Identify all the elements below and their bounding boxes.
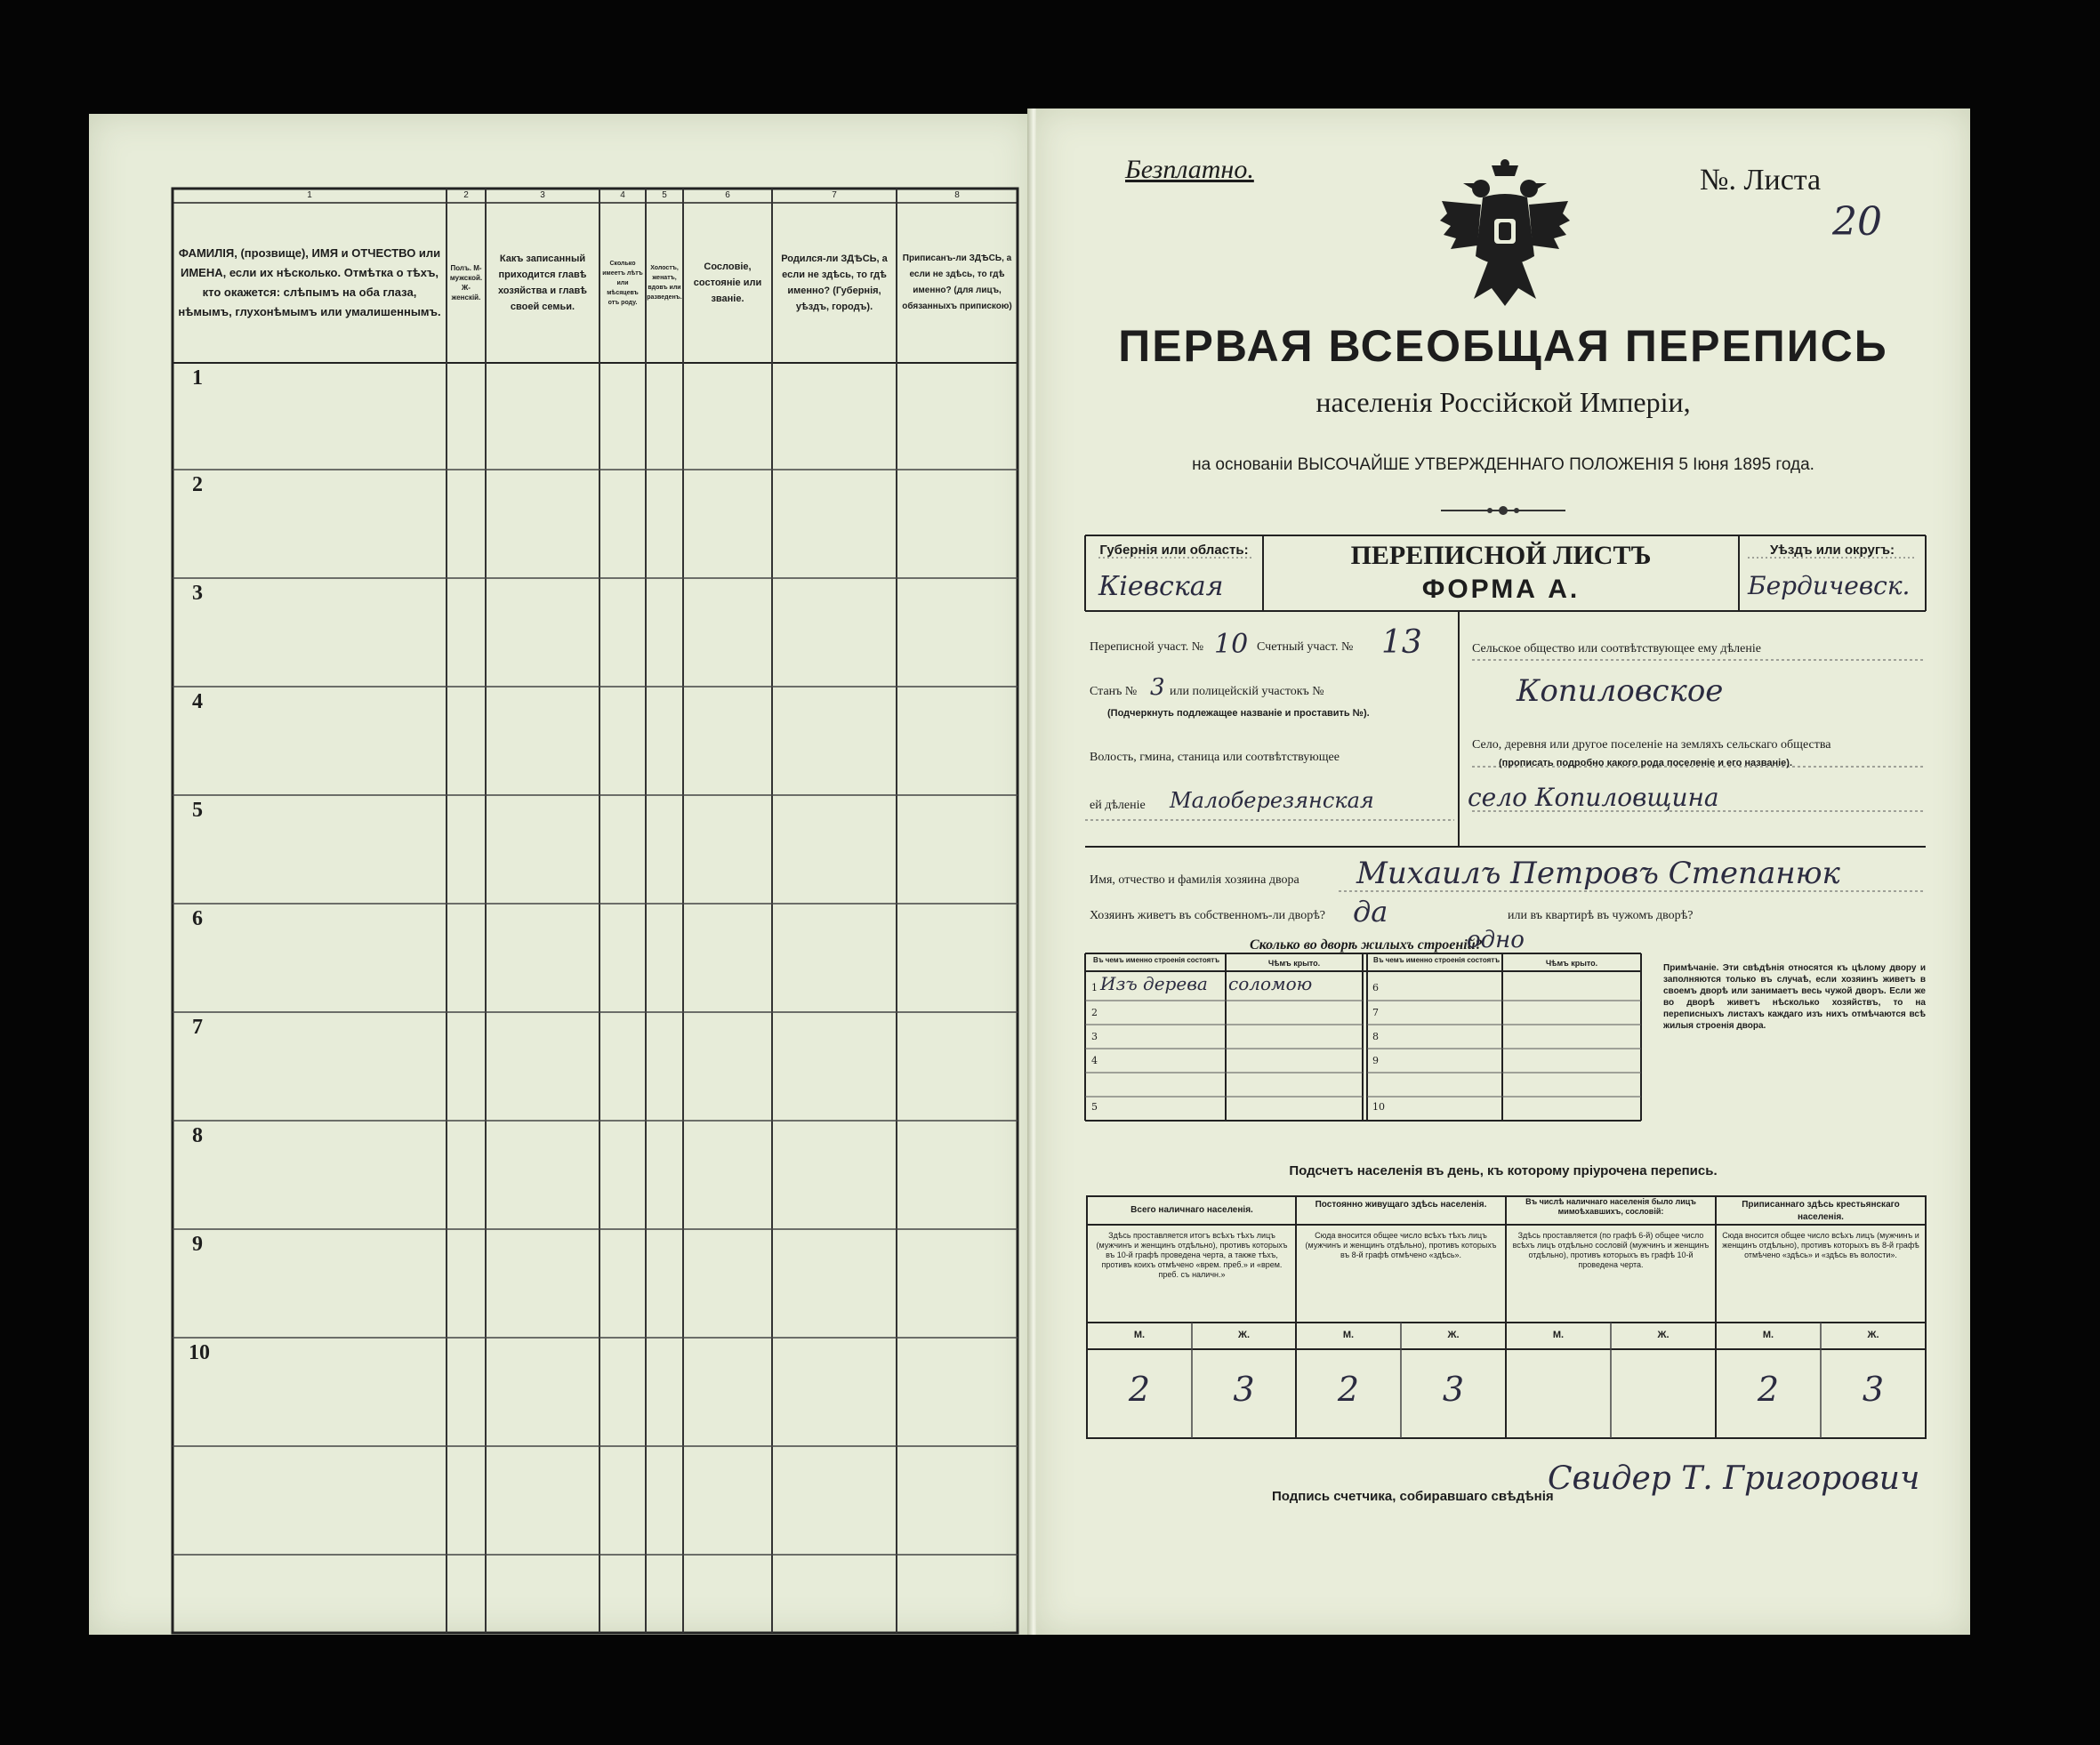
uezd-label: Уѣздъ или округъ: bbox=[1769, 543, 1895, 558]
column-number-8: 8 bbox=[954, 190, 960, 200]
header-born: Родился-ли ЗДѢСЬ, а если не здѣсь, то гдѣ именно? (Губернія, уѣздъ, городъ). bbox=[781, 253, 888, 312]
owner-label: Имя, отчество и фамилія хозяина двора bbox=[1090, 873, 1299, 887]
bld-row-9: 9 bbox=[1372, 1055, 1379, 1066]
society-label: Сельское общество или соотвѣтствующее ему дѣленіе bbox=[1472, 642, 1761, 655]
lives-label-2: или въ квартирѣ въ чужомъ дворѣ? bbox=[1508, 909, 1694, 922]
row-number-5: 5 bbox=[192, 799, 203, 822]
header-estate: Сословіе, состояніе или званіе. bbox=[693, 261, 762, 304]
sheet-no-label: №. Листа bbox=[1700, 164, 1822, 197]
summary-note-resident: Сюда вносится общее число всѣхъ тѣхъ лицъ (мужчинъ и женщинъ отдѣльно), противъ которыхъ въ 8-й графѣ отмѣчено «здѣсь». bbox=[1305, 1231, 1497, 1259]
summary-note-present: Здѣсь проставляется итогъ всѣхъ тѣхъ лицъ (мужчинъ и женщинъ отдѣльно), противъ которыхъ въ 10-й графѣ проведена черта, а также тѣхъ, противъ коихъ отмѣчено «врем. преб.» и «врем. преб. съ наличн.» bbox=[1096, 1231, 1288, 1279]
bld-header-what-right: Въ чемъ именно строенія состоятъ bbox=[1372, 956, 1501, 964]
header-age: Сколько имеетъ лѣтъ или мѣсяцевъ отъ роду. bbox=[602, 260, 643, 306]
count-present-f: 3 bbox=[1233, 1370, 1255, 1409]
uchastok-value: 10 bbox=[1214, 629, 1249, 660]
guberniya-value: Кіевская bbox=[1098, 571, 1224, 602]
row-number-7: 7 bbox=[192, 1016, 203, 1039]
summary-header-present: Всего наличнаго населенія. bbox=[1130, 1205, 1253, 1215]
summary-header-transit: Въ числѣ наличнаго населенія было лицъ мимоѣхавшихъ, сословій: bbox=[1525, 1197, 1696, 1216]
form-title: ПЕРЕПИСНОЙ ЛИСТЪ bbox=[1350, 541, 1652, 570]
bld-header-roof-right: Чѣмъ крыто. bbox=[1545, 959, 1598, 968]
header-registered: Приписанъ-ли ЗДѢСЬ, а если не здѣсь, то гдѣ именно? (для лицъ, обязанныхъ припискою) bbox=[902, 253, 1012, 311]
free-label: Безплатно. bbox=[1125, 155, 1254, 184]
bld-entry-what: Изъ дерева bbox=[1100, 973, 1208, 994]
summary-note-peasant: Сюда вносится общее число всѣхъ лицъ (мужчинъ и женщинъ отдѣльно), противъ которыхъ въ 8-й графѣ отмѣчено «здѣсь» и «здѣсь въ волости». bbox=[1722, 1231, 1919, 1259]
bld-row-7: 7 bbox=[1372, 1007, 1379, 1018]
column-number-5: 5 bbox=[662, 190, 667, 200]
owner-value: Михаилъ Петровъ Степанюк bbox=[1356, 856, 1840, 891]
count-resident-m: 2 bbox=[1337, 1370, 1360, 1409]
row-number-3: 3 bbox=[192, 582, 203, 605]
column-number-1: 1 bbox=[307, 190, 312, 200]
row-number-1: 1 bbox=[192, 366, 203, 390]
uezd-value: Бердичевск. bbox=[1748, 571, 1911, 600]
buildings-note: Примѣчаніе. Эти свѣдѣнія относятся къ цѣлому двору и заполняются только въ случаѣ, если хозяинъ живетъ в своемъ дворѣ или занимаетъ весь чужой дворъ. Если же во дворѣ живетъ нѣсколько хозяйствъ, то на переписныхъ листахъ каждаго изъ нихъ отмѣчаются всѣ жилыя строенія двора. bbox=[1663, 963, 1926, 1031]
column-number-2: 2 bbox=[463, 190, 469, 200]
row-number-8: 8 bbox=[192, 1124, 203, 1147]
volost-label-2: ей дѣленіе bbox=[1090, 799, 1146, 812]
bld-row-2: 2 bbox=[1091, 1007, 1098, 1018]
sex-label-2: Ж. bbox=[1238, 1330, 1250, 1340]
column-number-4: 4 bbox=[620, 190, 625, 200]
bld-row-4: 4 bbox=[1091, 1055, 1098, 1066]
header-name: ФАМИЛІЯ, (прозвище), ИМЯ и ОТЧЕСТВО или ИМЕНА, если их нѣсколько. Отмѣтка о тѣхъ, кто окажется: слѣпымъ на оба глаза, нѣмымъ, глухонѣмымъ или умалишеннымъ. bbox=[178, 246, 441, 318]
bld-row-8: 8 bbox=[1372, 1031, 1379, 1042]
buildings-value: одно bbox=[1467, 927, 1525, 953]
volost-value: Малоберезянская bbox=[1170, 788, 1374, 813]
bld-entry-roof: соломою bbox=[1228, 973, 1313, 994]
sex-label-3: М. bbox=[1342, 1330, 1355, 1340]
sheet-no-value: 20 bbox=[1832, 199, 1882, 245]
signature-value: Свидер Т. Григорович bbox=[1548, 1460, 1920, 1497]
bld-row-1: 1 bbox=[1091, 982, 1098, 993]
bld-header-what-left: Въ чемъ именно строенія состоятъ bbox=[1092, 956, 1220, 964]
sex-label-6: Ж. bbox=[1657, 1330, 1670, 1340]
bld-row-10: 10 bbox=[1372, 1101, 1385, 1113]
uchastok-label: Переписной участ. № bbox=[1090, 640, 1204, 654]
column-number-6: 6 bbox=[725, 190, 730, 200]
lives-value: да bbox=[1353, 895, 1388, 929]
right-page bbox=[1036, 109, 1970, 1635]
lives-label: Хозяинъ живетъ въ собственномъ-ли дворѣ? bbox=[1090, 909, 1326, 922]
stan-note: (Подчеркнуть подлежащее названіе и проставить №). bbox=[1107, 708, 1370, 719]
bld-row-6: 6 bbox=[1372, 982, 1379, 993]
bld-row-5: 5 bbox=[1091, 1101, 1098, 1113]
summary-note-transit: Здѣсь проставляется (по графѣ 6-й) общее число всѣхъ лицъ отдѣльно сословій (мужчинъ и женщинъ отдѣльно), противъ которыхъ въ графѣ 10-й проведена черта. bbox=[1512, 1231, 1710, 1269]
signature-label: Подпись счетчика, собиравшаго свѣдѣнія bbox=[1272, 1489, 1554, 1504]
census-title: ПЕРВАЯ ВСЕОБЩАЯ ПЕРЕПИСЬ bbox=[1118, 321, 1888, 371]
summary-header-resident: Постоянно живущаго здѣсь населенія. bbox=[1315, 1200, 1487, 1210]
row-number-10: 10 bbox=[189, 1341, 210, 1364]
settlement-value: село Копиловщина bbox=[1468, 783, 1719, 812]
sex-label-8: Ж. bbox=[1867, 1330, 1879, 1340]
count-peasant-m: 2 bbox=[1757, 1370, 1780, 1409]
row-number-9: 9 bbox=[192, 1233, 203, 1256]
buildings-label: Сколько во дворѣ жилыхъ строеній? bbox=[1250, 937, 1483, 953]
row-number-4: 4 bbox=[192, 690, 203, 713]
guberniya-label: Губернія или область: bbox=[1099, 543, 1249, 558]
volost-label: Волость, гмина, станица или соотвѣтствующее bbox=[1090, 751, 1340, 764]
settlement-label: Село, деревня или другое поселеніе на земляхъ сельскаго общества bbox=[1472, 738, 1831, 752]
form-subtitle: ФОРМА А. bbox=[1421, 575, 1581, 604]
sex-label-7: М. bbox=[1762, 1330, 1774, 1340]
left-page bbox=[89, 114, 1032, 1635]
stan-value: 3 bbox=[1150, 674, 1165, 701]
row-number-6: 6 bbox=[192, 907, 203, 930]
police-label: или полицейскій участокъ № bbox=[1170, 685, 1324, 698]
count-present-m: 2 bbox=[1128, 1370, 1151, 1409]
society-value: Копиловское bbox=[1517, 673, 1724, 709]
bld-row-3: 3 bbox=[1091, 1031, 1098, 1042]
header-sex: Полъ. М-мужской. Ж-женскій. bbox=[449, 264, 483, 302]
column-number-3: 3 bbox=[540, 190, 545, 200]
count-peasant-f: 3 bbox=[1862, 1370, 1885, 1409]
row-number-2: 2 bbox=[192, 473, 203, 496]
sex-label-5: М. bbox=[1552, 1330, 1565, 1340]
header-marital: Холостъ, женатъ, вдовъ или разведенъ. bbox=[647, 265, 682, 301]
summary-header-peasant: Приписаннаго здѣсь крестьянскаго населенія. bbox=[1742, 1200, 1900, 1222]
sex-label-1: М. bbox=[1133, 1330, 1146, 1340]
column-number-7: 7 bbox=[832, 190, 837, 200]
settlement-note: (прописать подробно какого рода поселеніе и его названіе). bbox=[1499, 758, 1793, 768]
summary-title: Подсчетъ населенія въ день, къ которому пріурочена перепись. bbox=[1289, 1163, 1718, 1178]
schetny-label: Счетный участ. № bbox=[1257, 640, 1354, 654]
census-subtitle: населенія Россійской Имперіи, bbox=[1316, 386, 1691, 418]
schetny-value: 13 bbox=[1381, 624, 1422, 661]
census-basis: на основаніи ВЫСОЧАЙШЕ УТВЕРЖДЕННАГО ПОЛОЖЕНІЯ 5 Іюня 1895 года. bbox=[1192, 455, 1814, 474]
sex-label-4: Ж. bbox=[1447, 1330, 1460, 1340]
stan-label: Станъ № bbox=[1090, 685, 1138, 698]
header-relation: Какъ записанный приходится главѣ хозяйства и главѣ своей семьи. bbox=[497, 253, 588, 312]
bld-header-roof-left: Чѣмъ крыто. bbox=[1267, 959, 1321, 968]
count-resident-f: 3 bbox=[1442, 1370, 1465, 1409]
